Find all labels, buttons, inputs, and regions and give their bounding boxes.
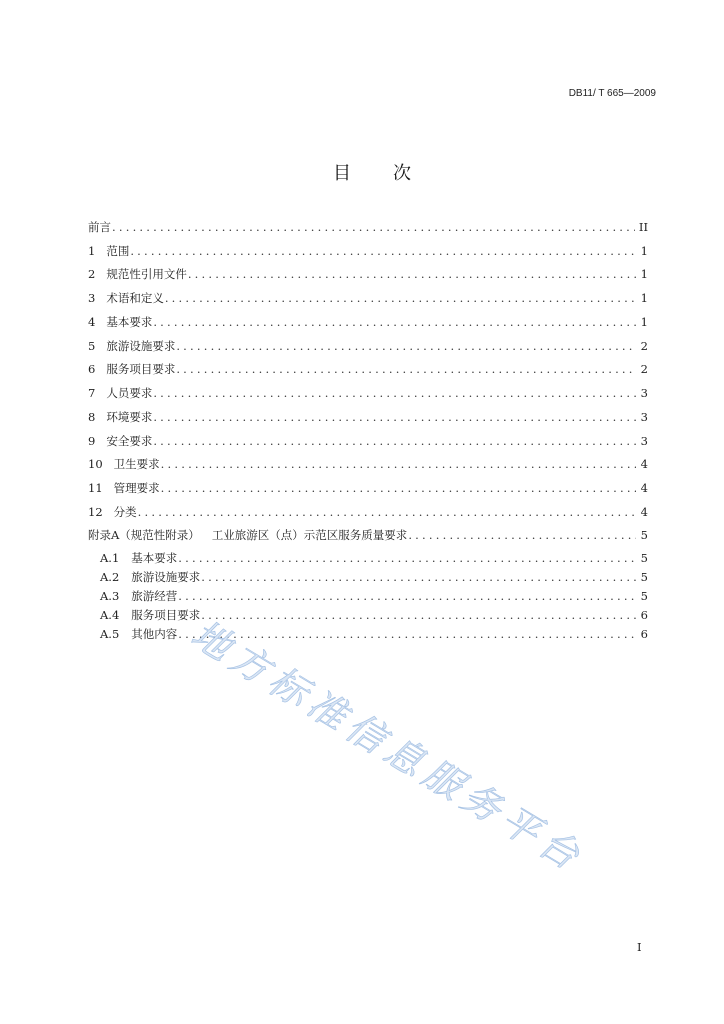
- toc-subentry-page: 5: [640, 570, 648, 584]
- toc-subentry: [100, 586, 648, 606]
- toc-subentry-label: 服务项目要求: [131, 608, 201, 622]
- toc-entry-page: 3: [640, 410, 648, 424]
- toc-entry: [88, 286, 648, 310]
- dot-leader: [176, 339, 636, 353]
- dot-leader: [178, 627, 636, 641]
- toc-entry-label: 服务项目要求: [106, 362, 176, 376]
- toc-subentry: [100, 567, 648, 587]
- toc-entry-label: 人员要求: [106, 386, 153, 400]
- toc-subentry-number: A.3: [100, 589, 120, 603]
- toc-entry-page: 3: [640, 386, 648, 400]
- toc-subentry-page: 5: [640, 589, 648, 603]
- toc-entry-page: 3: [640, 434, 648, 448]
- toc-entry-number: 12: [88, 505, 103, 519]
- dot-leader: [201, 608, 636, 622]
- toc-entry-number: 6: [88, 362, 96, 376]
- toc-entry-label: 旅游设施要求: [106, 339, 176, 353]
- toc-entry-number: 11: [88, 481, 103, 495]
- appendix-title: 工业旅游区（点）示范区服务质量要求: [211, 528, 408, 542]
- toc-entry-number: 9: [88, 434, 96, 448]
- dot-leader: [408, 528, 636, 542]
- toc-entry-page: 2: [640, 362, 648, 376]
- toc-subentry-number: A.4: [100, 608, 120, 622]
- toc-subentry-page: 5: [640, 551, 648, 565]
- toc-subentry-number: A.1: [100, 551, 120, 565]
- toc-subentry-number: A.2: [100, 570, 120, 584]
- dot-leader: [153, 410, 636, 424]
- dot-leader: [130, 244, 636, 258]
- dot-leader: [153, 315, 636, 329]
- toc-entry-number: 4: [88, 315, 96, 329]
- dot-leader: [138, 505, 636, 519]
- toc-entry: [88, 357, 648, 381]
- toc-entry-label: 管理要求: [113, 481, 160, 495]
- toc-entry: [88, 429, 648, 453]
- toc-subentry-label: 其他内容: [131, 627, 178, 641]
- dot-leader: [201, 570, 636, 584]
- toc-entry-label: 前言: [88, 220, 111, 234]
- toc-entry: [88, 500, 648, 524]
- toc-entry-page: 4: [640, 457, 648, 471]
- toc-entry-page: 1: [640, 267, 648, 281]
- dot-leader: [178, 589, 636, 603]
- toc-entry-page: 1: [640, 291, 648, 305]
- page-title: 目 次: [333, 163, 413, 184]
- dot-leader: [153, 434, 636, 448]
- toc-subentry-page: 6: [640, 627, 648, 641]
- toc-subentry-number: A.5: [100, 627, 120, 641]
- toc-entry-page: 1: [640, 315, 648, 329]
- toc-entry-label: 规范性引用文件: [106, 267, 187, 281]
- toc-entry-page: 5: [640, 528, 648, 542]
- dot-leader: [165, 291, 636, 305]
- appendix-label: 附录A（规范性附录）: [88, 528, 200, 542]
- toc-entry-label: 环境要求: [106, 410, 153, 424]
- toc-entry: [88, 239, 648, 263]
- toc-entry-number: 7: [88, 386, 96, 400]
- toc-subentry-label: 旅游经营: [131, 589, 178, 603]
- watermark: 地方标准信息服务平台: [183, 611, 593, 882]
- toc-entry-label: 分类: [113, 505, 137, 519]
- toc-entry-label: 术语和定义: [106, 291, 164, 305]
- dot-leader: [153, 386, 636, 400]
- toc-entry-page: 1: [640, 244, 648, 258]
- toc-entry-number: 3: [88, 291, 96, 305]
- toc-subentry-label: 旅游设施要求: [131, 570, 201, 584]
- toc-entry: [88, 381, 648, 405]
- toc-entry: [88, 476, 648, 500]
- toc-entry-number: 2: [88, 267, 96, 281]
- toc-entry: [88, 310, 648, 334]
- toc-entry-page: 4: [640, 481, 648, 495]
- toc-entry-number: 10: [88, 457, 103, 471]
- toc-entry-number: 8: [88, 410, 96, 424]
- toc-entry-number: 1: [88, 244, 96, 258]
- toc-entry-foreword: [88, 215, 648, 239]
- toc-entry: [88, 334, 648, 358]
- toc-entry-label: 范围: [106, 244, 130, 258]
- toc-entry: [88, 405, 648, 429]
- toc-entry-page: 2: [640, 339, 648, 353]
- toc-subentry: [100, 624, 648, 644]
- toc-subentry-page: 6: [640, 608, 648, 622]
- toc-subentry: [100, 548, 648, 568]
- standard-code: DB11/ T 665—2009: [568, 88, 656, 99]
- toc-entry-label: 安全要求: [106, 434, 153, 448]
- dot-leader: [112, 220, 635, 234]
- toc-entry: [88, 262, 648, 286]
- page-number: I: [637, 940, 642, 954]
- dot-leader: [188, 267, 636, 281]
- dot-leader: [178, 551, 636, 565]
- dot-leader: [161, 481, 636, 495]
- toc-entry-page: II: [638, 220, 648, 234]
- toc-entry-appendix: [88, 523, 648, 547]
- toc-entry-page: 4: [640, 505, 648, 519]
- toc-entry-label: 基本要求: [106, 315, 153, 329]
- toc-entry-number: 5: [88, 339, 96, 353]
- dot-leader: [176, 362, 636, 376]
- dot-leader: [161, 457, 636, 471]
- toc-entry: [88, 452, 648, 476]
- toc-subentry-label: 基本要求: [131, 551, 178, 565]
- toc-entry-label: 卫生要求: [113, 457, 160, 471]
- toc-subentry: [100, 605, 648, 625]
